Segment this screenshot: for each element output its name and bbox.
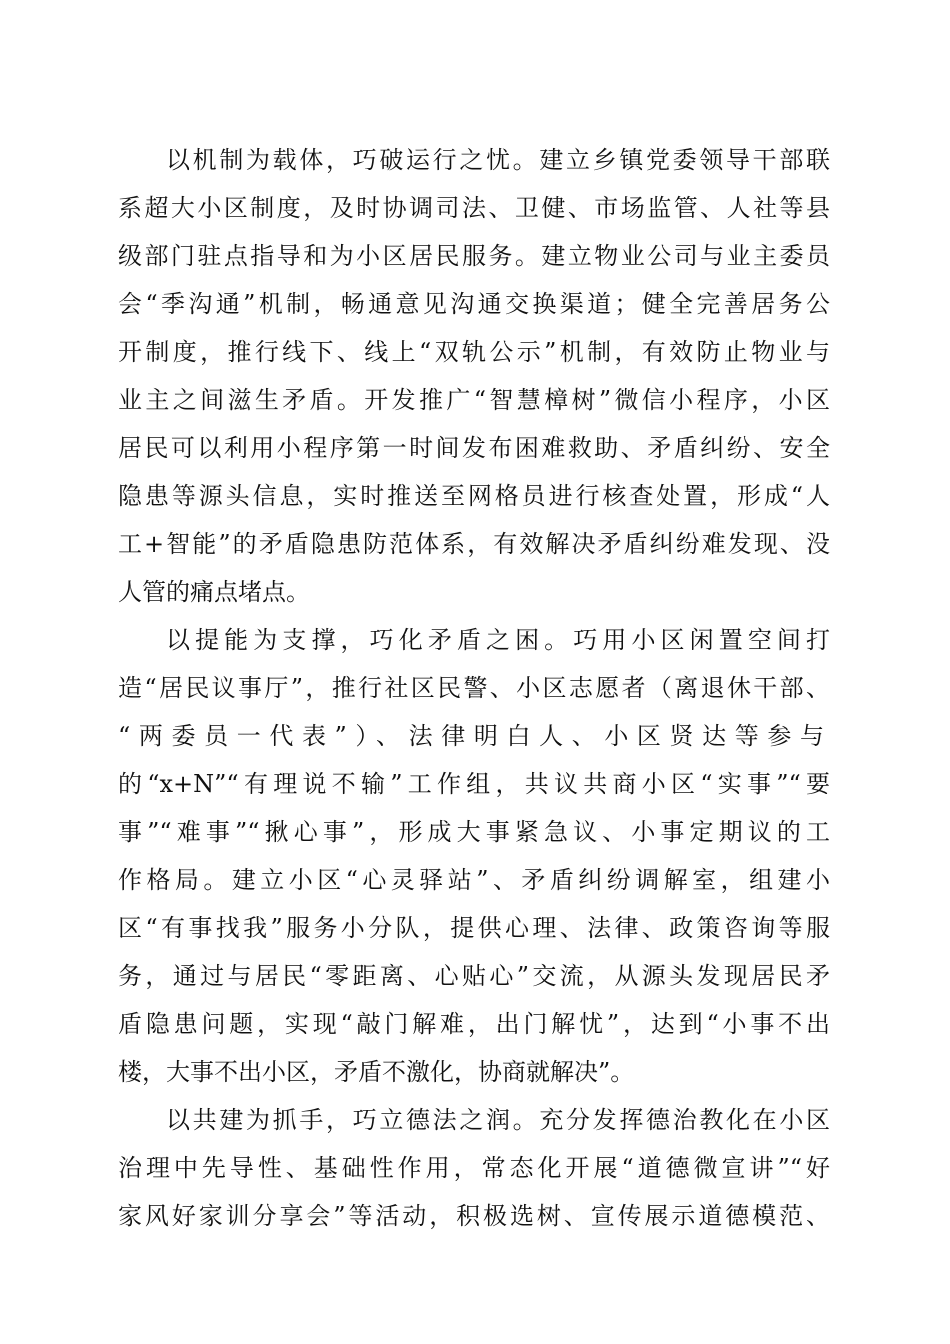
paragraph-1-line-6: 业主之间滋生矛盾。开发推广“智慧樟树”微信小程序，小区	[118, 386, 830, 414]
document-body	[118, 136, 830, 1240]
paragraph-1-line-9: 工+智能”的矛盾隐患防范体系，有效解决矛盾纠纷难发现、没	[118, 530, 830, 558]
paragraph-1-line-1: 以机制为载体，巧破运行之忧。建立乡镇党委领导干部联	[166, 146, 830, 174]
paragraph-2-line-8: 务，通过与居民“零距离、心贴心”交流，从源头发现居民矛	[118, 962, 830, 990]
paragraph-1-line-7: 居民可以利用小程序第一时间发布困难救助、矛盾纠纷、安全	[118, 434, 830, 462]
paragraph-2-line-2: 造“居民议事厅”，推行社区民警、小区志愿者（离退休干部、	[118, 674, 830, 702]
paragraph-1-line-2: 系超大小区制度，及时协调司法、卫健、市场监管、人社等县	[118, 194, 830, 222]
paragraph-3-line-1: 以共建为抓手，巧立德法之润。充分发挥德治教化在小区	[166, 1106, 830, 1134]
paragraph-1-line-10: 人管的痛点堵点。	[118, 578, 310, 606]
paragraph-2-line-3: “两委员一代表”）、法律明白人、小区贤达等参与	[118, 722, 830, 750]
paragraph-1-line-5: 开制度，推行线下、线上“双轨公示”机制，有效防止物业与	[118, 338, 830, 366]
paragraph-2-line-5: 事”“难事”“揪心事”，形成大事紧急议、小事定期议的工	[118, 818, 830, 846]
paragraph-2-line-9: 盾隐患问题，实现“敲门解难，出门解忧”，达到“小事不出	[118, 1010, 830, 1038]
paragraph-3-line-2: 治理中先导性、基础性作用，常态化开展“道德微宣讲”“好	[118, 1154, 830, 1182]
paragraph-2-line-10: 楼，大事不出小区，矛盾不激化，协商就解决”。	[118, 1058, 635, 1086]
paragraph-1-line-4: 会“季沟通”机制，畅通意见沟通交换渠道；健全完善居务公	[118, 290, 830, 318]
paragraph-2-line-4: 的“x+N”“有理说不输”工作组，共议共商小区“实事”“要	[118, 770, 830, 798]
paragraph-2-line-7: 区“有事找我”服务小分队，提供心理、法律、政策咨询等服	[118, 914, 830, 942]
paragraph-2-line-1: 以提能为支撑，巧化矛盾之困。巧用小区闲置空间打	[166, 626, 830, 654]
paragraph-3-line-3: 家风好家训分享会”等活动，积极选树、宣传展示道德模范、	[118, 1202, 830, 1230]
paragraph-2-line-6: 作格局。建立小区“心灵驿站”、矛盾纠纷调解室，组建小	[118, 866, 830, 894]
paragraph-1-line-8: 隐患等源头信息，实时推送至网格员进行核查处置，形成“人	[118, 482, 830, 510]
paragraph-1-line-3: 级部门驻点指导和为小区居民服务。建立物业公司与业主委员	[118, 242, 830, 270]
